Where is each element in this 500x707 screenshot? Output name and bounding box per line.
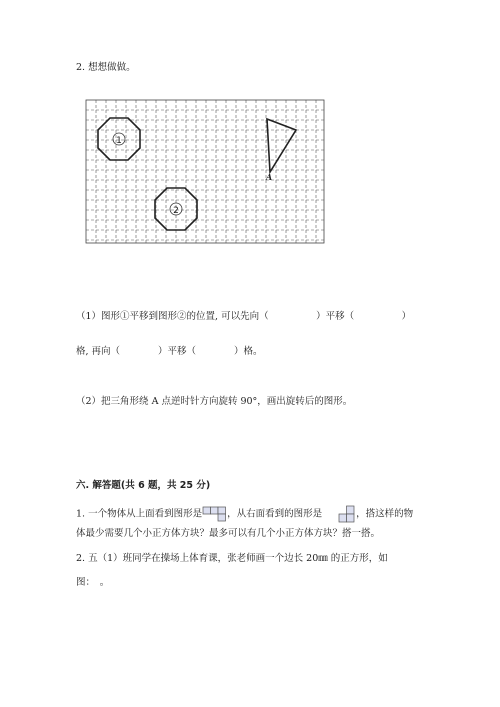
- right-view-figure: [338, 505, 356, 523]
- question-2-part-1-line-1: （1）图形①平移到图形②的位置, 可以先向（ ）平移（ ）: [76, 311, 412, 322]
- question-1-text-a: 1. 一个物体从上面看到图形是: [76, 508, 203, 520]
- section-6-title: 六. 解答题(共 6 题，共 25 分): [76, 480, 211, 491]
- question-2-header: 2. 想想做做。: [76, 62, 136, 73]
- question-1-text-b: ，从右面看到的图形是: [227, 508, 323, 520]
- label-1: 1: [116, 136, 122, 146]
- point-a-label: A: [266, 172, 273, 182]
- dashed-grid: [86, 100, 324, 243]
- triangle-shape: [267, 119, 296, 172]
- question-1-line-1: [76, 505, 413, 523]
- question-1-text-c: ，搭这样的物: [356, 508, 414, 520]
- grid-border: [86, 100, 324, 243]
- question-1-line-2: 体最少需要几个小正方体方块？最多可以有几个小正方体方块？搭一搭。: [76, 528, 381, 539]
- question-2-part-1-line-2: 格, 再向（ ）平移（ ）格。: [76, 346, 263, 357]
- question-2b-line-1: 2. 五（1）班同学在操场上体育课，张老师画一个边长 20㎜ 的正方形，如: [76, 553, 388, 564]
- question-2b-line-2: 图： 。: [76, 577, 110, 588]
- top-view-figure: [202, 506, 227, 522]
- question-2-part-2: （2）把三角形绕 A 点逆时针方向旋转 90°，画出旋转后的图形。: [76, 396, 353, 407]
- label-2: 2: [173, 206, 179, 216]
